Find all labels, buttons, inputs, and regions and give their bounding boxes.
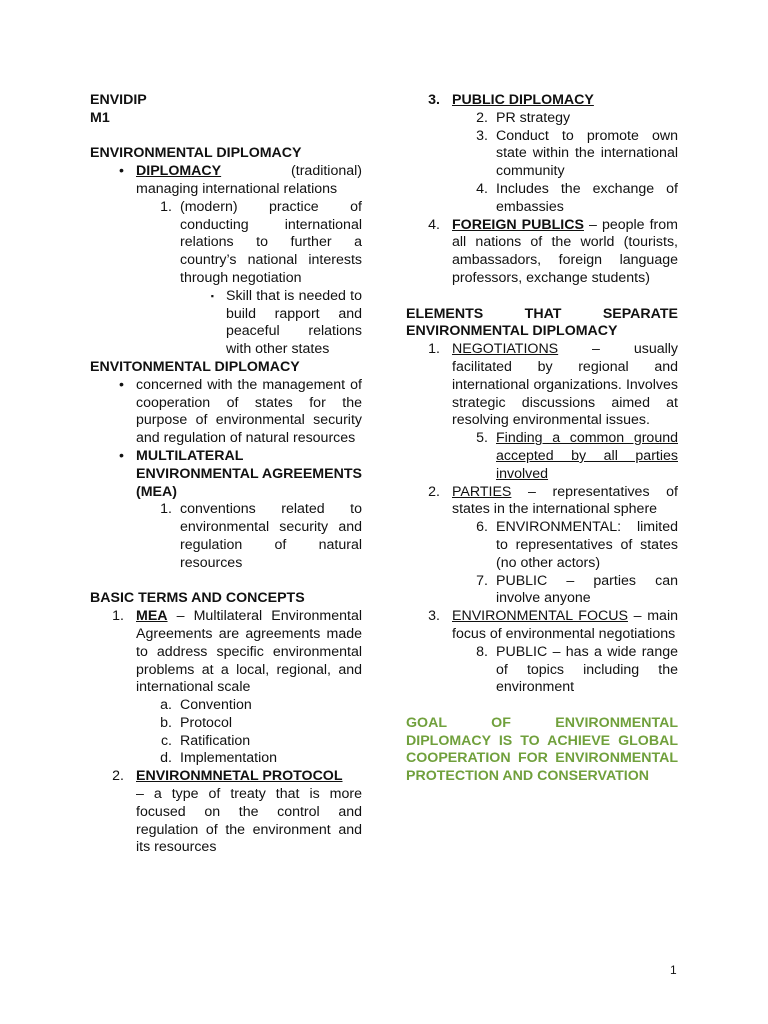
foreign-publics-item bbox=[406, 217, 678, 288]
list-marker: 3. bbox=[428, 92, 440, 108]
focus-public-text: PUBLIC – has a wide range of topics including the environment bbox=[496, 643, 678, 696]
conduct-promote: Conduct to promote own state within the international community bbox=[496, 127, 678, 180]
skill-text: Skill that is needed to build rapport and peaceful relations with other states bbox=[226, 287, 362, 358]
list-marker: 3. bbox=[428, 608, 440, 625]
term-mea-item bbox=[90, 608, 362, 697]
public-diplomacy-item bbox=[406, 92, 678, 110]
diplomacy-traditional-def: managing international relations bbox=[136, 180, 338, 197]
list-marker: 4. bbox=[476, 180, 488, 197]
list-marker: 2. bbox=[112, 768, 124, 785]
section-heading-envitonmental-diplomacy: ENVITONMENTAL DIPLOMACY bbox=[90, 358, 300, 375]
term-environmental-focus: ENVIRONMENTAL FOCUS bbox=[452, 608, 628, 625]
public-diplomacy-sublist bbox=[406, 110, 678, 217]
parties-item bbox=[406, 484, 678, 520]
list-marker: a. bbox=[160, 697, 172, 714]
list-marker: 6. bbox=[476, 519, 488, 536]
sub-item-ratification: Ratification bbox=[180, 732, 251, 749]
mea-sublist bbox=[90, 697, 362, 768]
parties-environmental: ENVIRONMENTAL: limited to representatives of states (no other actors) bbox=[496, 519, 678, 571]
list-marker: 5. bbox=[476, 430, 488, 447]
negotiations-def: – usually facilitated by regional and international organizations. Involves strategic discussions aimed at resolving environmental issues. bbox=[452, 341, 678, 429]
mea-conventions-item bbox=[90, 501, 362, 572]
negotiations-item bbox=[406, 341, 678, 430]
section-heading-basic-terms: BASIC TERMS AND CONCEPTS bbox=[90, 590, 305, 607]
exchange-embassies: Includes the exchange of embassies bbox=[496, 180, 678, 215]
list-marker: d. bbox=[160, 750, 172, 767]
list-marker: 7. bbox=[476, 572, 488, 589]
bullet-dot: • bbox=[119, 447, 124, 464]
sub-item-protocol: Protocol bbox=[180, 714, 233, 731]
left-column bbox=[90, 92, 362, 857]
term-environmental-protocol: ENVIRONMNETAL PROTOCOL bbox=[136, 768, 343, 785]
bullet-dot: • bbox=[119, 163, 124, 180]
term-negotiations: NEGOTIATIONS bbox=[452, 341, 559, 358]
list-marker: 1. bbox=[112, 608, 124, 625]
term-mea: MEA bbox=[136, 608, 168, 625]
term-protocol-item bbox=[90, 768, 362, 857]
parties-public: PUBLIC – parties can involve anyone bbox=[496, 572, 678, 607]
list-marker: 4. bbox=[428, 216, 440, 233]
parties-sublist bbox=[406, 519, 678, 608]
management-text: concerned with the management of cooperation of states for the purpose of environmental security and regulation of natural resources bbox=[136, 376, 362, 447]
foreign-publics-def: – people from all nations of the world (tourists, ambassadors, foreign language professors, exchange students) bbox=[452, 216, 678, 286]
focus-public-item bbox=[406, 644, 678, 697]
list-marker: 2. bbox=[428, 483, 440, 500]
list-marker: 1. bbox=[428, 341, 440, 358]
common-ground-text: Finding a common ground accepted by all parties involved bbox=[496, 430, 678, 482]
section-heading-elements: ELEMENTS THAT SEPARATE ENVIRONMENTAL DIPLOMACY bbox=[406, 305, 678, 340]
term-parties: PARTIES bbox=[452, 483, 512, 500]
skill-item bbox=[90, 288, 362, 359]
common-ground-item bbox=[406, 430, 678, 483]
goal-statement: GOAL OF ENVIRONMENTAL DIPLOMACY IS TO ACHIEVE GLOBAL COOPERATION FOR ENVIRONMENTAL PROTECTION AND CONSERVATION bbox=[406, 714, 678, 785]
list-marker: c. bbox=[160, 732, 172, 749]
environmental-focus-item bbox=[406, 608, 678, 644]
list-marker: b. bbox=[160, 714, 172, 731]
bullet-diplomacy bbox=[90, 163, 362, 181]
term-foreign-publics: FOREIGN PUBLICS bbox=[452, 216, 584, 233]
list-marker: 8. bbox=[476, 643, 488, 660]
page-number: 1 bbox=[670, 963, 677, 977]
right-column bbox=[406, 92, 678, 786]
modern-diplomacy-def: (modern) practice of conducting international relations to further a country’s national interests through negotiation bbox=[180, 198, 362, 286]
term-diplomacy: DIPLOMACY bbox=[136, 163, 222, 180]
mea-heading: MULTILATERAL ENVIRONMENTAL AGREEMENTS (MEA) bbox=[136, 447, 362, 500]
bullet-mea bbox=[90, 448, 362, 501]
protocol-definition: – a type of treaty that is more focused on the control and regulation of the environment and its resources bbox=[136, 786, 362, 856]
parties-def: – representatives of states in the international sphere bbox=[452, 483, 678, 518]
sub-item-implementation: Implementation bbox=[180, 750, 277, 767]
term-public-diplomacy: PUBLIC DIPLOMACY bbox=[452, 92, 594, 108]
environmental-focus-def: – main focus of environmental negotiations bbox=[452, 608, 678, 642]
mea-conventions-text: conventions related to environmental security and regulation of natural resources bbox=[180, 501, 362, 571]
sub-item-convention: Convention bbox=[180, 697, 252, 714]
diplomacy-traditional: (traditional) bbox=[291, 163, 362, 180]
pr-strategy: PR strategy bbox=[496, 109, 571, 126]
doc-title: ENVIDIP bbox=[90, 92, 147, 108]
mea-definition: – Multilateral Environmental Agreements are agreements made to address specific environmental problems at a local, regional, and international scale bbox=[136, 608, 362, 696]
square-bullet-icon: ▪ bbox=[210, 290, 214, 301]
list-marker: 3. bbox=[476, 127, 488, 144]
bullet-management bbox=[90, 377, 362, 448]
section-heading-environmental-diplomacy: ENVIRONMENTAL DIPLOMACY bbox=[90, 145, 302, 162]
bullet-dot: • bbox=[119, 376, 124, 393]
list-marker: 2. bbox=[476, 109, 488, 126]
list-marker: 1. bbox=[160, 501, 172, 518]
modern-diplomacy-item bbox=[90, 199, 362, 288]
module-label: M1 bbox=[90, 109, 110, 126]
list-marker: 1. bbox=[160, 198, 172, 215]
